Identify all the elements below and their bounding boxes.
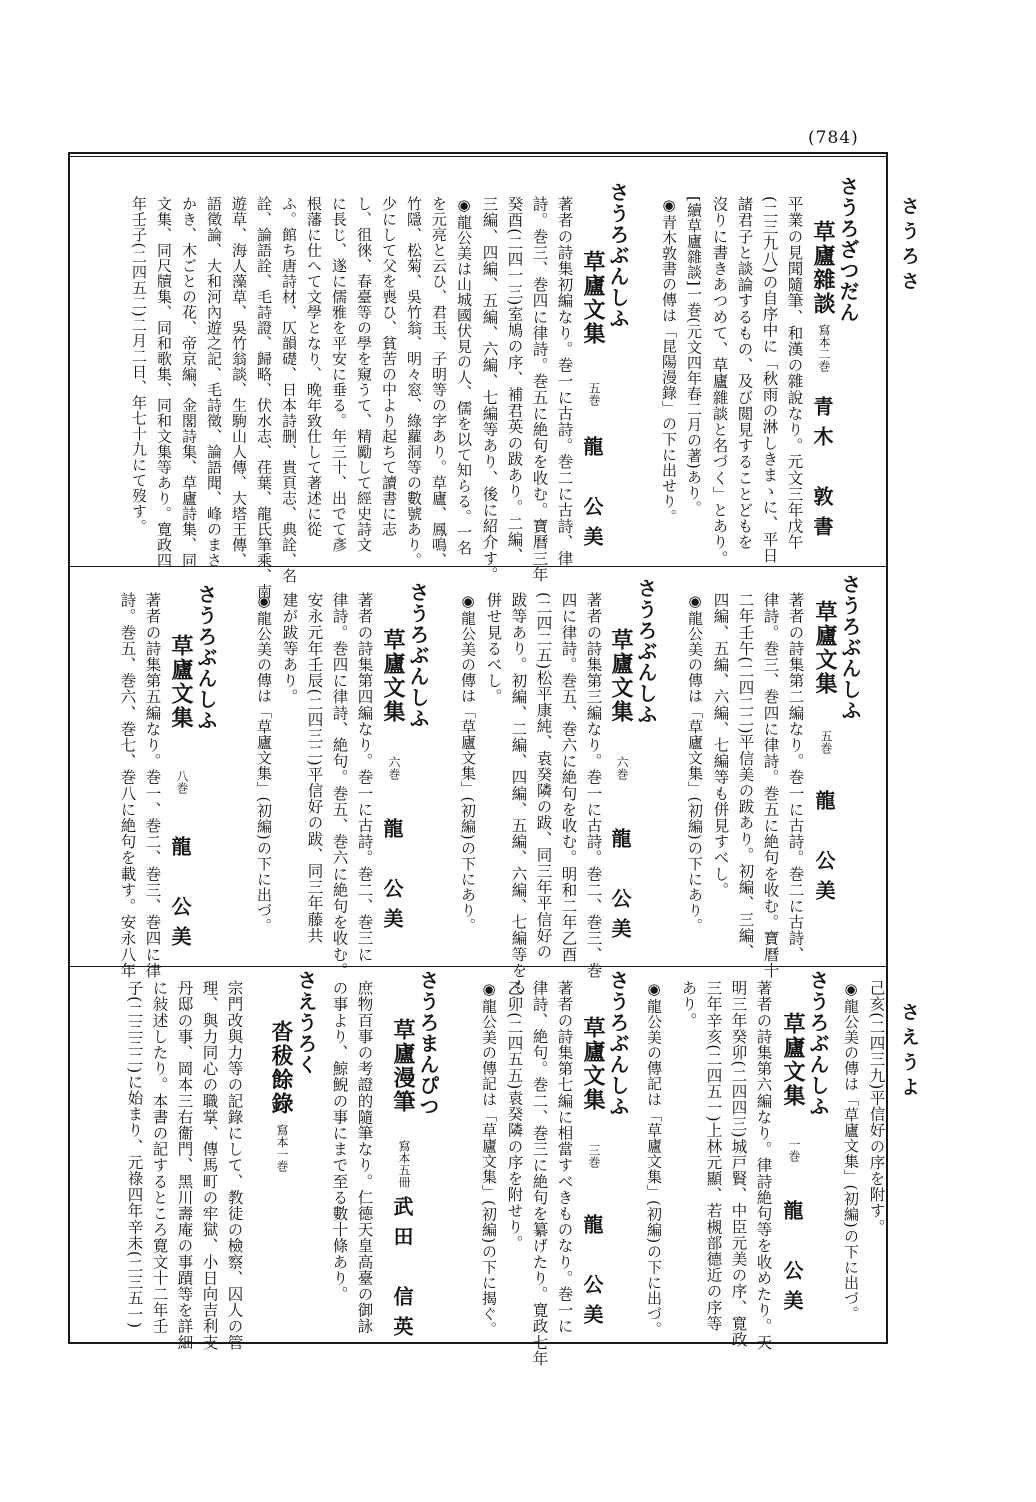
entry-body-line: 著者の詩集第六編なり。律詩絶句等を收めたり。天	[754, 980, 773, 1351]
entry-author: 龍 公美	[780, 1200, 804, 1320]
entry-body-line: 建が跋等あり。	[280, 592, 299, 705]
entry-note-line: に長じ、遂に儒雅を平安に垂る。年三十、出でて彥	[330, 196, 348, 553]
frame-top-rule	[68, 152, 888, 154]
entry-reading: さうろぶんしふ	[806, 970, 830, 1117]
running-head-top: さうろさ	[898, 196, 920, 296]
entry-note-line: ◉龍公美は山城國伏見の人、儒を以て知らる。一名	[455, 196, 473, 556]
entry-volume: 寫本一巻	[275, 1124, 289, 1172]
entry-volume: 寫本二巻	[817, 324, 831, 372]
entry-reading: さうろぶんしふ	[606, 970, 630, 1117]
entry-reading: さうろざつだん	[836, 176, 860, 323]
entry-body-line: 著者の詩集第三編なり。巻一に古詩。巻二、巻三、巻	[584, 592, 603, 979]
entry-body-line: 諸君子と談論するもの、及び閲見することどもを	[735, 196, 754, 551]
entry-note-line: かき、木ごとの花、帝京編、金閣詩集、草廬詩集、同	[180, 196, 198, 568]
entry-note-line: 語徵論、大和河內遊之記、毛詩徵、論語聞、峰のまさ	[205, 196, 223, 568]
entry-body-line: 安永元年壬辰(二四三二)平信好の跋、同三年藤共	[305, 592, 324, 944]
entry-note-line: 竹隱、松菊、吳竹翁、明々窓、綠蘿洞等の數號あり。	[405, 196, 423, 568]
frame-left-rule	[68, 152, 70, 1344]
entry-note-line: 遊草、海人藻草、吳竹翁談、生駒山人傳、大塔王傳、	[230, 196, 248, 568]
entry-note-line: し、徂徠、春臺等の學を窺うて、精勵して經史詩文	[355, 196, 373, 553]
entry-body-line: 明三年癸卯(二四四三)城戸賢、中臣元美の序、寛政	[729, 980, 748, 1348]
entry-note-line: 根藩に仕へて文學となり、晩年致仕して著述に從	[305, 196, 323, 537]
entry-note-line: を元亮と云ひ、君玉、子明等の字あり。草廬、鳳鳴、	[430, 196, 448, 568]
entry-body-line: 併せ見るべし。	[484, 592, 503, 705]
entry-note-line: ◉龍公美の傳は「草廬文集」(初編)の下にあり。	[686, 592, 704, 934]
entry-volume: 六巻	[387, 756, 401, 780]
entry-author: 龍 公美	[580, 1214, 604, 1334]
entry-note-line: 詮、論語詮、毛詩證、歸略、伏水志、荏葉、龍氏筆乘、南	[255, 196, 273, 599]
entry-author: 武田 信英	[390, 1196, 414, 1346]
entry-title: 草廬文集	[608, 628, 634, 724]
entry-volume: 三巻	[587, 1144, 601, 1168]
entry-author: 龍 公美	[608, 828, 632, 948]
entry-note-line: ◉龍公美の傳は「草廬文集」(初編)の下にあり。	[459, 592, 477, 934]
entry-author: 龍 公美	[380, 818, 404, 938]
entry-author: 龍 公美	[168, 836, 192, 956]
entry-title: 草廬文集	[812, 600, 838, 696]
entry-body-line: 四に律詩。巻五、巻六に絶句を收む。明和二年乙酉	[559, 592, 578, 963]
entry-note-line: ◉青木敦書の傳は「昆陽漫錄」の下に出せり。	[660, 196, 678, 525]
entry-title: 草廬漫筆	[390, 1018, 416, 1114]
entry-reading: さうろぶんしふ	[838, 574, 862, 721]
entry-title: 草廬文集	[168, 634, 194, 730]
entry-volume: 八巻	[175, 770, 189, 794]
entry-reading: さえうろく	[294, 970, 318, 1075]
entry-body-line: 著者の詩集初編なり。巻一に古詩。巻二に古詩、律	[555, 196, 574, 567]
entry-body-line: 著者の詩集第七編に相當すべきものなり。巻一に	[555, 980, 574, 1335]
entry-body-line: 律詩。巻三、巻四に律詩。巻五に絶句を收む。寶曆十	[761, 592, 780, 979]
entry-reading: さうろぶんしふ	[194, 584, 218, 731]
entry-body-line: 子(二三三二)に始まり、元祿四年辛未(二三五一)	[125, 980, 144, 1329]
entry-body-line: 詩。巻五、巻六、巻七、巻八に絶句を載す。安永八年	[118, 592, 137, 979]
entry-body-line: 著者の詩集第四編なり。巻一に古詩。巻二、巻三に	[355, 592, 374, 963]
entry-note-line: 年壬子(二四五二)二月二日、年七十九にて歿す。	[130, 196, 148, 535]
entry-body-line: 詩。巻三、巻四に律詩。巻五に絶句を收む。寶曆三年	[530, 196, 549, 583]
entry-body-line: あり。	[679, 980, 698, 1029]
running-head-bottom: さえうよ	[898, 1002, 920, 1102]
entry-body-line: 著者の詩集第二編なり。巻一に古詩。巻二に古詩、	[786, 592, 805, 963]
entry-title: 草廬文集	[580, 250, 606, 346]
entry-author: 龍 公美	[812, 790, 836, 910]
entry-body-line: 跋等あり。初編、二編、四編、五編、六編、七編等をも	[509, 592, 528, 995]
entry-volume: 五巻	[587, 382, 601, 406]
entry-body-line: (二三九八)の自序中に「秋雨の淋しきまゝに、平日	[760, 196, 779, 564]
entry-body-line: 三編、四編、五編、六編、七編等あり、後に紹介す。	[480, 196, 499, 583]
entry-body-line: 二年壬午(二四二二)平信美の跋あり。初編、三編、	[736, 592, 755, 960]
entry-body-line: 平業の見聞隨筆、和漢の雜說なり。元文三年戊午	[785, 196, 804, 551]
frame-right-rule	[886, 152, 888, 1344]
continuation-line: 己亥(二四三九)平信好の序を附す。	[867, 980, 886, 1235]
entry-volume: 寫本五冊	[397, 1140, 411, 1188]
entry-body-line: 庶物百事の考證的隨筆なり。仁德天皇高臺の御詠	[355, 980, 374, 1335]
entry-note-line: ◉龍公美の傳は「草廬文集」(初編)の下に出づ。	[255, 592, 273, 934]
page-number: (784)	[808, 128, 859, 148]
entry-body-line: 宗門改與力等の記錄にして、教徒の檢察、囚人の管	[225, 980, 244, 1351]
entry-reading: さうろぶんしふ	[634, 578, 658, 725]
frame-top-rule-thin	[68, 156, 888, 157]
entry-reading: さうろぶんしふ	[406, 582, 430, 729]
entry-body-line: 著者の詩集第五編なり。巻一、巻二、巻三、巻四に律	[143, 592, 162, 979]
entry-volume: 六巻	[615, 756, 629, 780]
entry-body-line: (二四二五)松平康純、袁癸隣の跋、同三年平信好の	[534, 592, 553, 960]
entry-note-line: [續草廬雜談]一巻(元文四年春二月の著)あり。	[685, 196, 703, 516]
entry-title: 草廬文集	[780, 1012, 806, 1108]
entry-author: 青木 敦書	[810, 396, 834, 546]
entry-reading: さうろぶんしふ	[606, 182, 630, 329]
entry-title: 草廬文集	[580, 1016, 606, 1112]
entry-body-line: 丹邸の事、岡本三右衞門、黑川壽庵の事蹟等を詳細	[175, 980, 194, 1351]
entry-note-line: 少にして父を喪ひ、貧苦の中より起ちて讀書に志	[380, 196, 398, 537]
entry-body-line: 乙卯(二四五五)袁癸隣の序を附せり。	[505, 980, 524, 1251]
entry-volume: 五巻	[819, 730, 833, 754]
entry-body-line: 三年辛亥(二四五一)上林元顯、若槻部德近の序等	[704, 980, 723, 1332]
entry-reading: さうろまんぴつ	[416, 970, 440, 1117]
entry-note-line: ふ。館ち唐詩材、仄韻礎、日本詩删、貴頁志、典詮、名	[280, 196, 298, 584]
entry-body-line: に敍述したり。本書の記するところ寛文十二年壬	[150, 980, 169, 1335]
entry-body-line: 律詩。巻四に律詩、絶句。巻五、巻六に絶句を收む。	[330, 592, 349, 979]
continuation-note: ◉龍公美の傳は「草廬文集」(初編)の下に出づ。	[842, 980, 860, 1322]
entry-body-line: の事より、鯨鯢の事にまで至る數十條あり。	[330, 980, 349, 1302]
entry-body-line: 癸酉(二四一三)室鳩の序、補君英の跋あり。二編、	[505, 196, 524, 564]
entry-note-line: ◉龍公美の傳記は「草廬文集」(初編)の下に出づ。	[645, 980, 663, 1337]
entry-title: 草廬文集	[380, 628, 406, 724]
entry-title: 沓秡餘錄	[268, 1020, 294, 1116]
entry-author: 龍 公美	[580, 436, 604, 556]
entry-title: 草廬雜談	[810, 220, 836, 316]
entry-body-line: 律詩、絶句。巻二、巻三に絶句を纂げたり。寛政七年	[530, 980, 549, 1367]
entry-body-line: 理、與力同心の職掌、傳馬町の牢獄、小日向吉利支	[200, 980, 219, 1351]
entry-volume: 一巻	[787, 1138, 801, 1162]
entry-note-line: ◉龍公美の傳記は「草廬文集」(初編)の下に揭ぐ。	[480, 980, 498, 1337]
entry-body-line: 沒りに書きあつめて、草廬雜談と名づく」とあり。	[710, 196, 729, 567]
entry-note-line: 文集、同尺牘集、同和歌集、同和文集等あり。寛政四	[155, 196, 173, 568]
entry-body-line: 四編、五編、六編、七編等も併見すべし。	[711, 592, 730, 898]
